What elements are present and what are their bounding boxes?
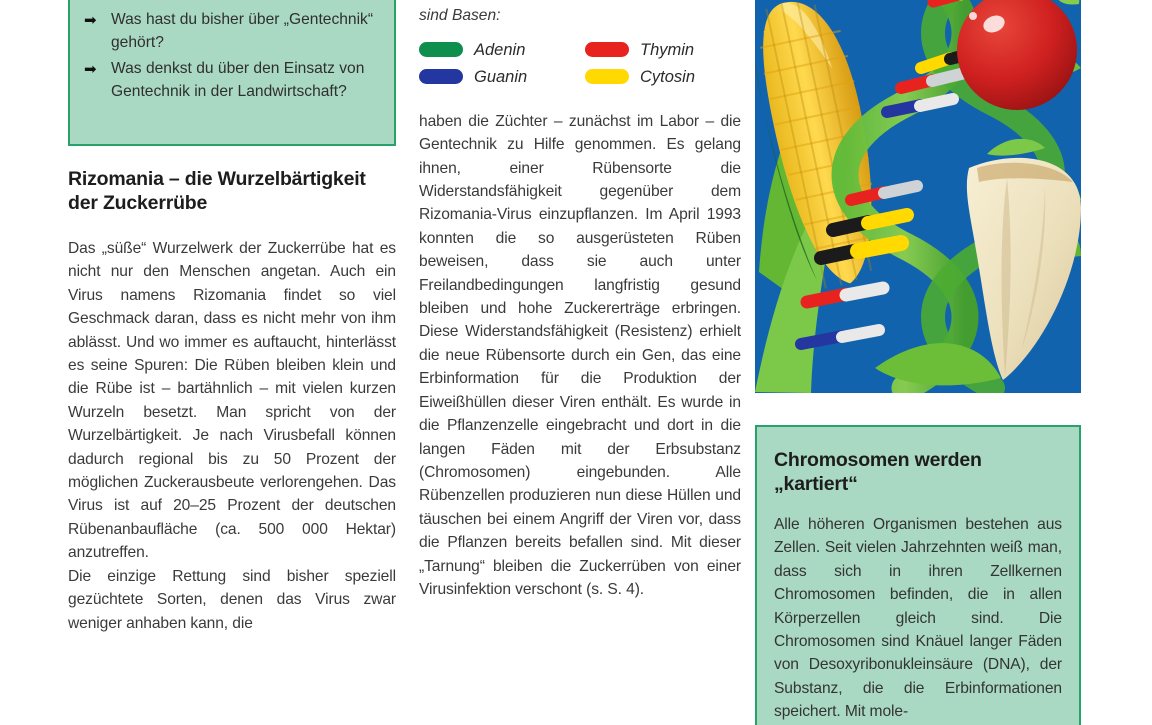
legend-label: Adenin bbox=[474, 40, 526, 59]
paragraph: Die einzige Rettung sind bisher speziell gezüchtete Sorten, denen das Virus zwar weniger anhaben kann, die bbox=[68, 567, 396, 632]
column-two bbox=[419, 0, 741, 601]
question-list bbox=[70, 0, 394, 104]
legend-item-cytosin bbox=[585, 68, 741, 86]
list-item bbox=[84, 8, 378, 55]
question-text: Was denkst du über den Einsatz von Gentechnik in der Landwirtschaft? bbox=[111, 59, 365, 101]
question-text: Was hast du bisher über „Gentechnik“ gehört? bbox=[111, 11, 374, 52]
page-title: Rizomania – die Wurzelbärtigkeit der Zuckerrübe bbox=[68, 168, 366, 214]
list-item bbox=[84, 57, 378, 104]
paragraph: haben die Züchter – zunächst im Labor – die Gentechnik zu Hilfe genommen. Es gelang ihnen, einer Rübensorte die Widerstandsfähigkeit gegenüber dem Rizomania-Virus einzupflanzen. Im April 1993 konnten die so ausgerüsteten Rüben beweisen, dass sie auch unter Freilandbedingungen langfristig gesund bleiben und hohe Zuckererträge erbringen. Diese Widerstandsfähigkeit (Resistenz) erhielt die neue Rübensorte durch ein Gen, das eine Erbinformation für die Produktion der Eiweißhüllen dieser Viren enthält. Es wurde in die Pflanzenzelle eingebracht und dort in die langen Fäden mit der Erbsubstanz (Chromosomen) eingebunden. Alle Rübenzellen produzieren nun diese Hüllen und täuschen bei einem Angriff der Viren vor, dass die Pflanzen bereits befallen sind. Mit dieser „Tarnung“ bleiben die Zuckerrüben von einer Virusinfektion verschont (s. S. 4). bbox=[419, 112, 741, 598]
info-box-heading: Chromosomen werden „kartiert“ bbox=[774, 449, 982, 495]
legend-label: Thymin bbox=[640, 40, 695, 59]
dna-base-legend bbox=[419, 41, 741, 86]
cytosin-color-swatch bbox=[585, 69, 629, 84]
arrow-right-icon: ➡ bbox=[84, 11, 97, 29]
question-box bbox=[68, 0, 396, 146]
column-one bbox=[68, 168, 396, 635]
adenin-color-swatch bbox=[419, 42, 463, 57]
info-box-body bbox=[774, 513, 1062, 724]
guanin-color-swatch bbox=[419, 69, 463, 84]
legend-item-guanin bbox=[419, 68, 575, 86]
legend-label: Cytosin bbox=[640, 67, 696, 86]
legend-intro-clipped-line bbox=[419, 0, 741, 4]
legend-item-adenin bbox=[419, 41, 575, 59]
column-two-body bbox=[419, 110, 741, 602]
legend-label: Guanin bbox=[474, 67, 528, 86]
legend-intro bbox=[419, 0, 741, 28]
paragraph: Alle höheren Organismen bestehen aus Zellen. Seit vielen Jahrzehnten weiß man, dass sich in ihren Zellkernen Chromosomen befinden, die in allen Körperzellen gleich sind. Die Chromosomen sind Knäuel langer Fäden von Desoxyribonukleinsäure (DNA), der Substanz, die die Erbinformationen speichert. Mit mole- bbox=[774, 516, 1062, 721]
arrow-right-icon: ➡ bbox=[84, 59, 97, 78]
info-box-chromosomen bbox=[755, 425, 1081, 725]
column-one-body bbox=[68, 237, 396, 635]
gene-technology-illustration bbox=[755, 0, 1081, 393]
illustration-svg bbox=[755, 0, 1081, 393]
paragraph: Das „süße“ Wurzelwerk der Zuckerrübe hat es nicht nur den Menschen angetan. Auch ein Virus namens Rizomania findet so viel Geschmack daran, dass es nicht mehr von ihm ablässt. Und wo immer es auftaucht, hinterlässt es seine Spuren: Die Rüben bleiben klein und die Rübe ist – bartähnlich – mit vielen kurzen Wurzeln besetzt. Man spricht von der Wurzelbärtigkeit. Je nach Virusbefall können dadurch regional bis zu 50 Prozent der möglichen Zuckerausbeute verlorengehen. Das Virus ist auf 20–25 Prozent der deutschen Rübenanbaufläche (ca. 500 000 Hektar) anzutreffen. bbox=[68, 240, 396, 562]
thymin-color-swatch bbox=[585, 42, 629, 57]
legend-intro-line: sind Basen: bbox=[419, 7, 501, 25]
legend-item-thymin bbox=[585, 41, 741, 59]
